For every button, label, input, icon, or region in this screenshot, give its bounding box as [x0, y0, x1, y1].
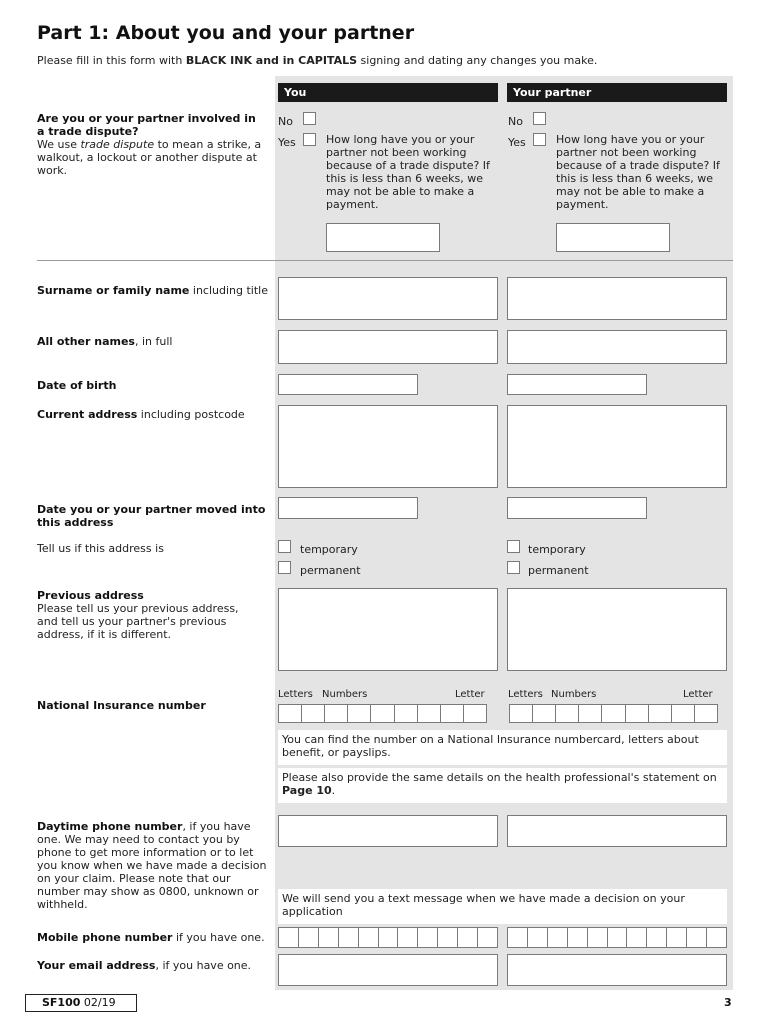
you-ni-letters-label: Letters	[278, 689, 313, 700]
partner-trade-duration-input[interactable]	[556, 223, 670, 252]
you-moved-date-input[interactable]	[278, 497, 418, 519]
you-trade-no-label: No	[278, 115, 293, 128]
email-label: Your email address, if you have one.	[37, 959, 252, 972]
moved-date-label: Date you or your partner moved into this address	[37, 503, 266, 529]
other-names-label: All other names, in full	[37, 335, 173, 348]
section-divider	[37, 260, 733, 261]
partner-trade-followup: How long have you or your partner not been working because of a trade dispute? If this is less than 6 weeks, we may not be able to make a payment.	[556, 133, 720, 211]
previous-address-label: Previous address Please tell us your previous address, and tell us your partner's previous address, if it is different.	[37, 589, 239, 641]
you-ni-input[interactable]	[278, 704, 487, 723]
ni-help-note: You can find the number on a National Insurance numbercard, letters about benefit, or payslips.	[278, 730, 727, 765]
partner-trade-no-label: No	[508, 115, 523, 128]
partner-trade-yes-label: Yes	[508, 136, 526, 149]
partner-ni-letter-label: Letter	[683, 689, 713, 700]
partner-moved-date-input[interactable]	[507, 497, 647, 519]
you-permanent-checkbox[interactable]	[278, 561, 291, 574]
partner-other-names-input[interactable]	[507, 330, 727, 364]
column-header-you: You	[278, 83, 498, 102]
you-ni-numbers-label: Numbers	[322, 689, 368, 700]
partner-temporary-label: temporary	[528, 543, 586, 556]
address-type-label: Tell us if this address is	[37, 542, 164, 555]
partner-ni-numbers-label: Numbers	[551, 689, 597, 700]
mobile-phone-label: Mobile phone number if you have one.	[37, 931, 265, 944]
partner-permanent-label: permanent	[528, 564, 589, 577]
partner-temporary-checkbox[interactable]	[507, 540, 520, 553]
you-dob-input[interactable]	[278, 374, 418, 395]
partner-trade-yes-checkbox[interactable]	[533, 133, 546, 146]
ni-label: National Insurance number	[37, 699, 206, 712]
you-temporary-label: temporary	[300, 543, 358, 556]
daytime-phone-label: Daytime phone number, if you have one. We may need to contact you by phone to get more information or to let you know when we have made a decision on your claim. Please note that our number may show as 0800, unknown or withheld.	[37, 820, 267, 911]
you-ni-letter-label: Letter	[455, 689, 485, 700]
you-trade-yes-checkbox[interactable]	[303, 133, 316, 146]
you-trade-duration-input[interactable]	[326, 223, 440, 252]
partner-ni-input[interactable]	[509, 704, 718, 723]
column-header-partner: Your partner	[507, 83, 727, 102]
dob-label: Date of birth	[37, 379, 117, 392]
you-trade-yes-label: Yes	[278, 136, 296, 149]
form-code: SF100 02/19	[25, 994, 137, 1012]
partner-trade-no-checkbox[interactable]	[533, 112, 546, 125]
address-label: Current address including postcode	[37, 408, 245, 421]
partner-previous-address-input[interactable]	[507, 588, 727, 671]
you-mobile-phone-input[interactable]	[278, 927, 498, 948]
partner-surname-input[interactable]	[507, 277, 727, 320]
you-surname-input[interactable]	[278, 277, 498, 320]
partner-permanent-checkbox[interactable]	[507, 561, 520, 574]
you-previous-address-input[interactable]	[278, 588, 498, 671]
ni-health-note: Please also provide the same details on the health professional's statement on Page 10.	[278, 768, 727, 803]
partner-daytime-phone-input[interactable]	[507, 815, 727, 847]
you-daytime-phone-input[interactable]	[278, 815, 498, 847]
you-permanent-label: permanent	[300, 564, 361, 577]
you-address-input[interactable]	[278, 405, 498, 488]
page-title: Part 1: About you and your partner	[37, 22, 415, 44]
form-instructions: Please fill in this form with BLACK INK and in CAPITALS signing and dating any changes you make.	[37, 54, 598, 67]
you-trade-no-checkbox[interactable]	[303, 112, 316, 125]
trade-dispute-question: Are you or your partner involved in a trade dispute? We use trade dispute to mean a strike, a walkout, a lockout or another dispute at work.	[37, 112, 262, 177]
page-number: 3	[724, 996, 732, 1009]
surname-label: Surname or family name including title	[37, 284, 268, 297]
sms-note: We will send you a text message when we have made a decision on your application	[278, 889, 727, 924]
partner-mobile-phone-input[interactable]	[507, 927, 727, 948]
you-other-names-input[interactable]	[278, 330, 498, 364]
partner-email-input[interactable]	[507, 954, 727, 986]
partner-address-input[interactable]	[507, 405, 727, 488]
you-temporary-checkbox[interactable]	[278, 540, 291, 553]
you-trade-followup: How long have you or your partner not been working because of a trade dispute? If this is less than 6 weeks, we may not be able to make a payment.	[326, 133, 490, 211]
partner-dob-input[interactable]	[507, 374, 647, 395]
you-email-input[interactable]	[278, 954, 498, 986]
partner-ni-letters-label: Letters	[508, 689, 543, 700]
